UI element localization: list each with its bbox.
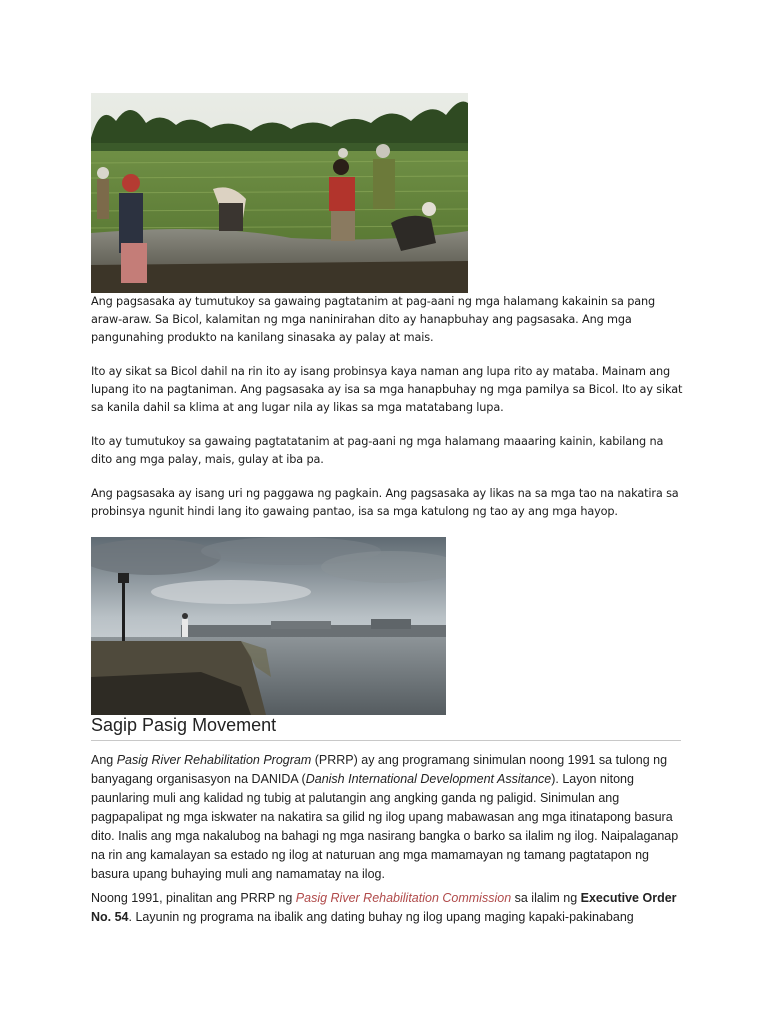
paragraph-food-production: Ang pagsasaka ay isang uri ng paggawa ng pagkain. Ang pagsasaka ay likas na sa mga tao na nakatira sa probinsya ngunit hindi lang ito gawaing pantao, isa sa mga katulong ng tao ay ang mga hayop.: [91, 487, 679, 518]
text-segment: Ang: [91, 753, 117, 767]
text-segment: sa ilalim ng: [511, 891, 581, 905]
heading-divider: [91, 740, 681, 741]
pasig-river-photo: [91, 537, 446, 715]
text-segment: (PRRP) ay ang programang sinimulan noong 1991 sa tulong ng banyagang organisasyon na DANIDA (: [91, 753, 668, 786]
danida-name: Danish International Development Assitance: [305, 772, 552, 786]
paragraph-bicol-soil: Ito ay sikat sa Bicol dahil na rin ito ay isang probinsya kaya naman ang lupa rito ay mataba. Mainam ang lupang ito na pagtaniman. Ang pagsasaka ay isa sa mga hanapbuhay ng mga pamilya sa Bicol. Ito ay sikat sa kanila dahil sa klima at ang lugar nila ay likas sa mga matatabang lupa.: [91, 365, 683, 414]
text-segment: . Layunin ng programa na ibalik ang dating buhay ng ilog upang maging kapaki-pakinabang: [128, 910, 634, 924]
text-segment: ). Layon nitong paunlaring muli ang kalidad ng tubig at palutangin ang angking ganda ng paligid. Sinimulan ang pagpapalipat ng mga iskwater na nakatira sa gilid ng ilog upang mabawasan ang mga itinatapong basura dito. Inalis ang mga nakalubog na bahagi ng mga nasirang bangka o barko sa ilalim ng ilog. Naipalaganap na rin ang kamalayan sa estado ng ilog at naturuan ang mga mamamayan ng tamang pagtatapon ng basura upang buhaying muli ang namamatay na ilog.: [91, 772, 679, 881]
text-segment: Noong 1991, pinalitan ang PRRP ng: [91, 891, 296, 905]
paragraph-prrp: [91, 751, 686, 884]
section-heading: Sagip Pasig Movement: [91, 715, 277, 735]
paragraph-commission: [91, 889, 686, 927]
paragraph-farming-intro: Ang pagsasaka ay tumutukoy sa gawaing pagtatanim at pag-aani ng mga halamang kakainin sa pang araw-araw. Sa Bicol, kalamitan ng mga naninirahan dito ay hanapbuhay ang pagsasaka. Ang mga pangunahing produkto na kanilang sinasaka ay palay at mais.: [91, 295, 656, 344]
commission-link[interactable]: Pasig River Rehabilitation Commission: [295, 891, 512, 905]
rice-field-photo: [91, 93, 468, 293]
executive-order: Executive Order No. 54: [91, 891, 677, 924]
paragraph-farming-definition: Ito ay tumutukoy sa gawaing pagtatatanim at pag-aani ng mga halamang maaaring kainin, kabilang na dito ang mga palay, mais, gulay at iba pa.: [91, 435, 664, 466]
program-name: Pasig River Rehabilitation Program: [116, 753, 312, 767]
